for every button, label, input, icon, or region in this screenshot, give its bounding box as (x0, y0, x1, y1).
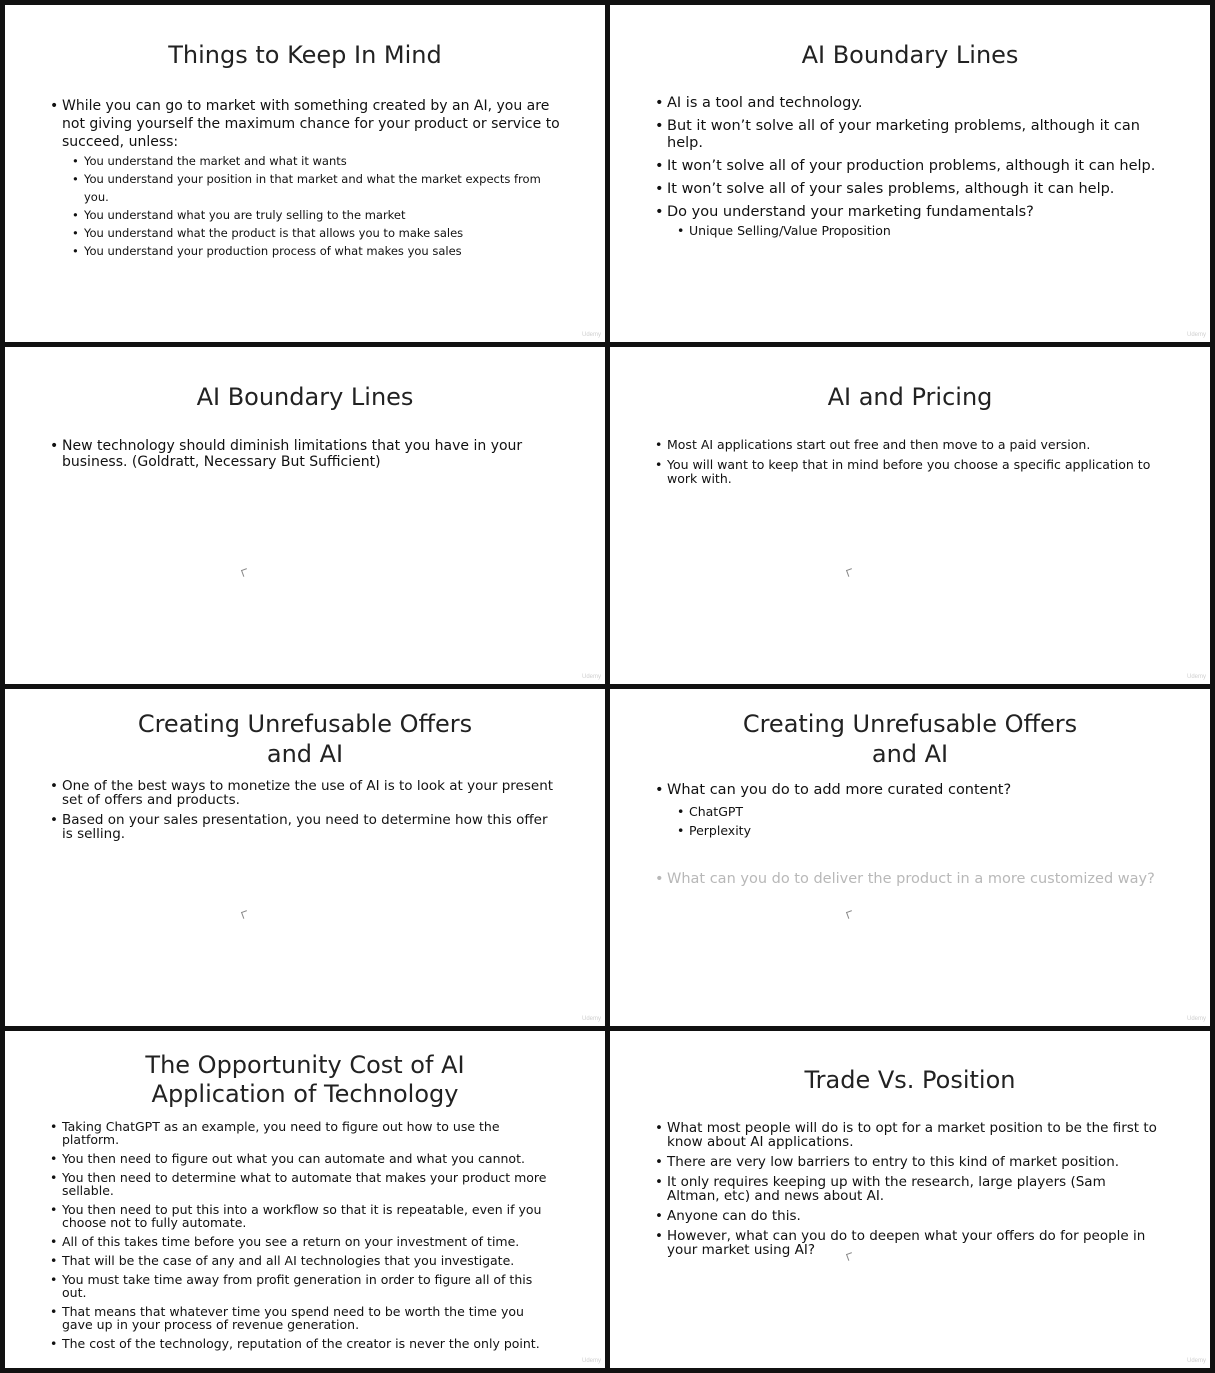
sub-bullet-item: • You understand what you are truly selling to the market (84, 206, 562, 224)
bullet-list (62, 1120, 552, 1350)
slide-title (5, 709, 605, 769)
slide-title (610, 382, 1210, 412)
bullet-list (62, 779, 557, 841)
bullet-item (62, 97, 562, 260)
bullet-item: • Most AI applications start out free and then move to a paid version. (667, 438, 1157, 452)
sub-bullet-item: • You understand your position in that market and what the market expects from you. (84, 170, 562, 206)
bullet-item: • Taking ChatGPT as an example, you need to figure out how to use the platform. (62, 1120, 552, 1146)
bullet-item: • Based on your sales presentation, you need to determine how this offer is selling. (62, 813, 557, 841)
bullet-item: • New technology should diminish limitations that you have in your business. (Goldratt, Necessary But Sufficient) (62, 438, 567, 470)
watermark: Udemy (581, 1358, 601, 1364)
title-line: and AI (266, 740, 344, 768)
bullet-item: • That will be the case of any and all AI technologies that you investigate. (62, 1254, 552, 1267)
title-line: The Opportunity Cost of AI (145, 1051, 465, 1079)
title-line: Application of Technology (151, 1080, 459, 1108)
bullet-list (667, 95, 1167, 240)
sub-bullet-item: • ChatGPT (689, 802, 1187, 821)
slide-title (5, 1051, 605, 1109)
watermark: Udemy (581, 1016, 601, 1022)
title-line: Creating Unrefusable Offers (742, 710, 1078, 738)
bullet-list (667, 1121, 1157, 1257)
bullet-item: • It won’t solve all of your sales problems, although it can help. (667, 181, 1167, 198)
bullet-item: • All of this takes time before you see a return on your investment of time. (62, 1235, 552, 1248)
slide-ai-and-pricing[interactable] (610, 347, 1210, 684)
sub-bullet-item: • Perplexity (689, 821, 1187, 840)
bullet-item: • However, what can you do to deepen what your offers do for people in your market using AI? (667, 1229, 1157, 1257)
title-line: AI Boundary Lines (801, 41, 1019, 69)
bullet-list (667, 438, 1157, 486)
bullet-item: • You then need to figure out what you can automate and what you cannot. (62, 1152, 552, 1165)
watermark: Udemy (581, 332, 601, 338)
bullet-list (667, 782, 1187, 888)
slide-title (5, 40, 605, 70)
slide-title (610, 1065, 1210, 1095)
bullet-item: • You must take time away from profit generation in order to figure all of this out. (62, 1273, 552, 1299)
bullet-list (62, 97, 562, 260)
title-line: AI Boundary Lines (196, 383, 414, 411)
slide-ai-boundary-lines[interactable] (610, 5, 1210, 342)
sub-bullet-list (689, 802, 1187, 840)
slide-ai-boundary-lines-2[interactable] (5, 347, 605, 684)
bullet-item: • You will want to keep that in mind before you choose a specific application to work with. (667, 458, 1157, 486)
slide-unrefusable-offers-2[interactable] (610, 689, 1210, 1026)
mouse-cursor-icon (846, 568, 854, 577)
slide-trade-vs-position[interactable] (610, 1031, 1210, 1368)
watermark: Udemy (1186, 1016, 1206, 1022)
watermark: Udemy (1186, 674, 1206, 680)
bullet-item: • Anyone can do this. (667, 1209, 1157, 1223)
bullet-item: • One of the best ways to monetize the use of AI is to look at your present set of offers and products. (62, 779, 557, 807)
bullet-item: • That means that whatever time you spend need to be worth the time you gave up in your process of revenue generation. (62, 1305, 552, 1331)
bullet-item: • It only requires keeping up with the research, large players (Sam Altman, etc) and news about AI. (667, 1175, 1157, 1203)
bullet-text: What can you do to add more curated content? (667, 782, 1012, 798)
bullet-item: • But it won’t solve all of your marketing problems, although it can help. (667, 118, 1167, 152)
watermark: Udemy (581, 674, 601, 680)
bullet-text: Do you understand your marketing fundamentals? (667, 204, 1034, 220)
slide-title (5, 382, 605, 412)
sub-bullet-item: • You understand what the product is that allows you to make sales (84, 224, 562, 242)
sub-bullet-item: • You understand your production process of what makes you sales (84, 242, 562, 260)
slide-things-to-keep-in-mind[interactable] (5, 5, 605, 342)
mouse-cursor-icon (241, 910, 249, 919)
title-line: Things to Keep In Mind (168, 41, 442, 69)
bullet-item: • It won’t solve all of your production problems, although it can help. (667, 158, 1167, 175)
mouse-cursor-icon (846, 910, 854, 919)
bullet-item: • You then need to determine what to automate that makes your product more sellable. (62, 1171, 552, 1197)
bullet-item (667, 782, 1187, 840)
bullet-text: While you can go to market with something created by an AI, you are not giving yourself the maximum chance for your product or service to succeed, unless: (62, 98, 560, 150)
sub-bullet-item: • Unique Selling/Value Proposition (689, 222, 1167, 240)
title-line: AI and Pricing (827, 383, 993, 411)
sub-bullet-list (689, 222, 1167, 240)
slide-title (610, 40, 1210, 70)
title-line: Creating Unrefusable Offers (137, 710, 473, 738)
watermark: Udemy (1186, 1358, 1206, 1364)
bullet-item: • You then need to put this into a workflow so that it is repeatable, even if you choose not to fully automate. (62, 1203, 552, 1229)
bullet-item: • The cost of the technology, reputation of the creator is never the only point. (62, 1337, 552, 1350)
sub-bullet-list (84, 152, 562, 260)
bullet-item: • AI is a tool and technology. (667, 95, 1167, 112)
title-line: and AI (871, 740, 949, 768)
bullet-item: • What most people will do is to opt for a market position to be the first to know about AI applications. (667, 1121, 1157, 1149)
mouse-cursor-icon (241, 568, 249, 577)
title-line: Trade Vs. Position (804, 1066, 1016, 1094)
bullet-item (667, 204, 1167, 240)
watermark: Udemy (1186, 332, 1206, 338)
slide-unrefusable-offers[interactable] (5, 689, 605, 1026)
slide-title (610, 709, 1210, 769)
bullet-list (62, 438, 567, 470)
sub-bullet-item: • You understand the market and what it wants (84, 152, 562, 170)
slide-opportunity-cost[interactable] (5, 1031, 605, 1368)
bullet-item-faded: • What can you do to deliver the product in a more customized way? (667, 871, 1187, 888)
bullet-item: • There are very low barriers to entry to this kind of market position. (667, 1155, 1157, 1169)
